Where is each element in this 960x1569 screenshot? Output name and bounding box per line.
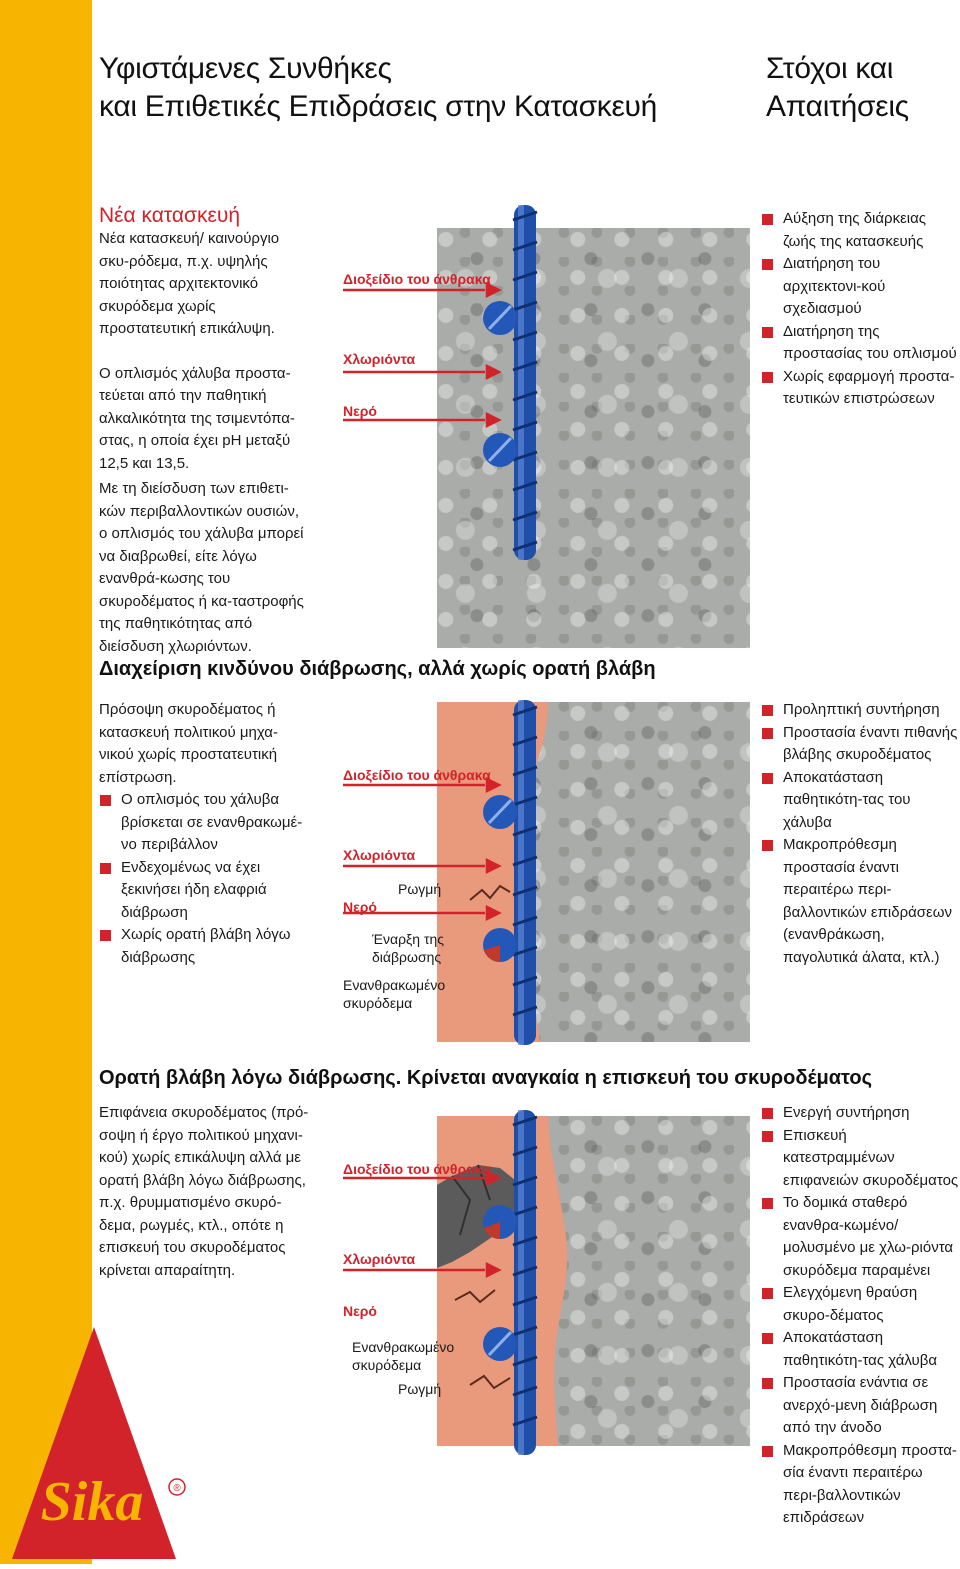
section3-goal-item: Το δομικά σταθερό ενανθρα-κωμένο/ μολυσμένο με χλω-ριόντα σκυρόδεμα παραμένει [761,1192,959,1282]
section3-goal-item: Ελεγχόμενη θραύση σκυρο-δέματος [761,1282,959,1327]
section3-goals-list [761,1102,959,1530]
section3-note-carbonated: Ενανθρακωμένο σκυρόδεμα [352,1339,455,1373]
section2-note-crack: Ρωγμή [398,881,442,897]
section3-goal-item: Επισκευή κατεστραμμένων επιφανειών σκυροδέματος [761,1125,959,1193]
section2-note-carbonated: Ενανθρακωμένο σκυρόδεμα [343,977,446,1011]
section3-note-crack: Ρωγμή [398,1381,442,1397]
section2-intro: Πρόσοψη σκυροδέματος ή κατασκευή πολιτικού μηχα-νικού χωρίς προστατευτική επίστρωση. [99,701,278,786]
section2-label-co2: Διοξείδιο του άνθρακα [343,767,491,783]
section1-label-co2: Διοξείδιο του άνθρακα [343,271,491,287]
section1-paragraph3: Με τη διείσδυση των επιθετι-κών περιβαλλοντικών ουσιών, ο οπλισμός του χάλυβα μπορεί να διαβρωθεί, είτε λόγω ενανθρά-κωσης του σκυροδέματος ή κα-ταστροφής της παθητικότητας από διείσδυση χλωριόντων. [99,480,304,655]
section3-intro: Επιφάνεια σκυροδέματος (πρό-σοψη ή έργο πολιτικού μηχανι-κού) χωρίς επικάλυψη αλλά με ορατή βλάβη λόγω διάβρωσης, π.χ. θρυμματισμένο σκυρό-δεμα, ρωγμές, κτλ., οπότε η επισκευή του σκυροδέματος κρίνεται απαραίτητη. [99,1104,309,1279]
section3-rebar [513,1110,537,1455]
section1-paragraph1: Νέα κατασκευή/ καινούργιο σκυ-ρόδεμα, π.χ. υψηλής ποιότητας αρχιτεκτονικό σκυρόδεμα χωρίς προστατευτική επικάλυψη. [99,230,280,337]
section1-goal-item: Χωρίς εφαρμογή προστα-τευτικών επιστρώσεων [761,366,959,411]
page-title-right-line2: Απαιτήσεις [766,90,909,123]
sika-logo [0,1322,200,1564]
section2-bullet-item: Χωρίς ορατή βλάβη λόγω διάβρωσης [99,924,309,969]
section3-title: Ορατή βλάβη λόγω διάβρωσης. Κρίνεται αναγκαία η επισκευή του σκυροδέματος [99,1067,873,1089]
section1-title: Νέα κατασκευή [99,204,241,227]
section1-goal-item: Διατήρηση του αρχιτεκτονι-κού σχεδιασμού [761,253,959,321]
section3-label-chlorides: Χλωριόντα [343,1251,416,1267]
section2-goal-item: Μακροπρόθεσμη προστασία έναντι περαιτέρω περι-βαλλοντικών επιδράσεων (ενανθράκωση, παγολυτικά άλατα, κτλ.) [761,834,959,969]
page-title-left-line2: και Επιθετικές Επιδράσεις στην Κατασκευή [99,90,658,123]
section1-label-chlorides: Χλωριόντα [343,351,416,367]
section3-goal-item: Μακροπρόθεσμη προστα-σία έναντι περαιτέρω περι-βαλλοντικών επιδράσεων [761,1440,959,1530]
section1-goal-item: Διατήρηση της προστασίας του οπλισμού [761,321,959,366]
section3-label-water: Νερό [343,1303,377,1319]
section2-note-corrosion-start: Έναρξη της διάβρωσης [372,931,445,965]
section2-goal-item: Προληπτική συντήρηση [761,699,959,722]
section2-title: Διαχείριση κινδύνου διάβρωσης, αλλά χωρίς ορατή βλάβη [99,658,656,680]
section1-goal-item: Αύξηση της διάρκειας ζωής της κατασκευής [761,208,959,253]
sika-logo-mark [0,1322,200,1564]
section2-goal-item: Αποκατάσταση παθητικότη-τας του χάλυβα [761,767,959,835]
section1-label-water: Νερό [343,403,377,419]
section3-goal-item: Ενεργή συντήρηση [761,1102,959,1125]
registered-mark: ® [173,1483,181,1494]
section1-paragraph2: Ο οπλισμός χάλυβα προστα-τεύεται από την παθητική αλκαλικότητα της τσιμεντόπα-στας, η οποία έχει pH μεταξύ 12,5 και 13,5. [99,364,295,472]
section3-goal-item: Προστασία ενάντια σε ανερχό-μενη διάβρωση από την άνοδο [761,1372,959,1440]
section2-bullet-item: Ο οπλισμός του χάλυβα βρίσκεται σε ενανθρακωμέ-νο περιβάλλον [99,789,309,857]
section2-goal-item: Προστασία έναντι πιθανής βλάβης σκυροδέματος [761,722,959,767]
section3-label-co2: Διοξείδιο του άνθρακα [343,1161,491,1177]
section2-label-water: Νερό [343,899,377,915]
section2-label-chlorides: Χλωριόντα [343,847,416,863]
section2-bullet-item: Ενδεχομένως να έχει ξεκινήσει ήδη ελαφριά διάβρωση [99,857,309,925]
page-title-left-line1: Υφιστάμενες Συνθήκες [99,52,392,85]
page-title-right-line1: Στόχοι και [766,52,894,85]
section3-goal-item: Αποκατάσταση παθητικότη-τας χάλυβα [761,1327,959,1372]
sika-logo-text: Sika [40,1471,144,1533]
